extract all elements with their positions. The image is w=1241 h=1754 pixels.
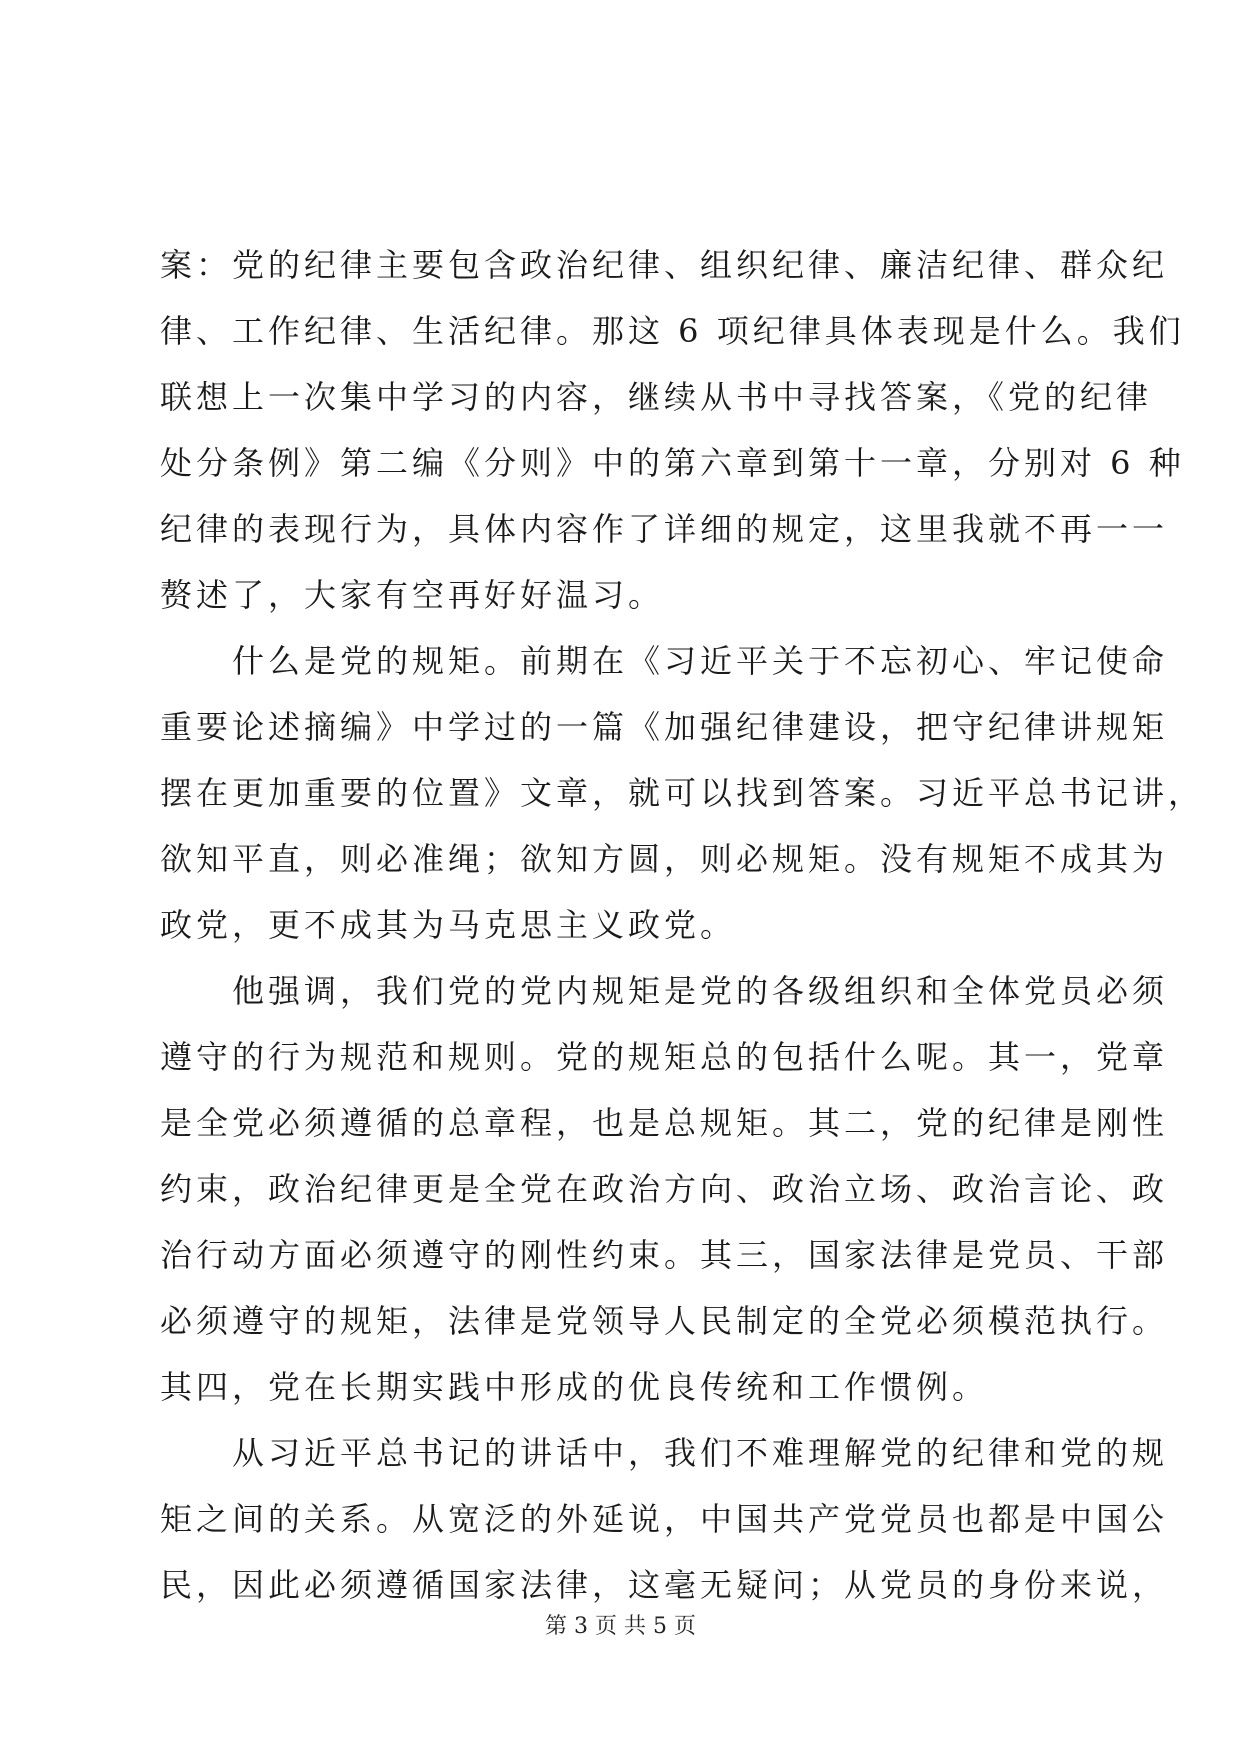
text-line: 政党，更不成其为马克思主义政党。: [160, 906, 737, 944]
text-line: 处分条例》第二编《分则》中的第六章到第十一章，分别对 6 种: [160, 444, 1185, 482]
paragraph-first-line: 他强调，我们党的党内规矩是党的各级组织和全体党员必须: [232, 972, 1169, 1010]
document-body: [160, 232, 1205, 1618]
page-footer: [0, 1612, 1241, 1642]
text-line: 纪律的表现行为，具体内容作了详细的规定，这里我就不再一一: [160, 510, 1169, 548]
text-line: 联想上一次集中学习的内容，继续从书中寻找答案，《党的纪律: [160, 378, 1153, 416]
text-line: 民，因此必须遵循国家法律，这毫无疑问；从党员的身份来说，: [160, 1566, 1169, 1604]
text-line: 遵守的行为规范和规则。党的规矩总的包括什么呢。其一，党章: [160, 1038, 1169, 1076]
page-number: 第 3 页 共 5 页: [545, 1614, 696, 1639]
text-line: 案：党的纪律主要包含政治纪律、组织纪律、廉洁纪律、群众纪: [160, 246, 1169, 284]
text-line: 重要论述摘编》中学过的一篇《加强纪律建设，把守纪律讲规矩: [160, 708, 1169, 746]
paragraph-first-line: 什么是党的规矩。前期在《习近平关于不忘初心、牢记使命: [232, 642, 1169, 680]
paragraph-first-line: 从习近平总书记的讲话中，我们不难理解党的纪律和党的规: [232, 1434, 1169, 1472]
text-line: 摆在更加重要的位置》文章，就可以找到答案。习近平总书记讲，: [160, 774, 1205, 812]
text-line: 约束，政治纪律更是全党在政治方向、政治立场、政治言论、政: [160, 1170, 1169, 1208]
text-line: 赘述了，大家有空再好好温习。: [160, 576, 665, 614]
text-line: 治行动方面必须遵守的刚性约束。其三，国家法律是党员、干部: [160, 1236, 1169, 1274]
text-line: 必须遵守的规矩，法律是党领导人民制定的全党必须模范执行。: [160, 1302, 1169, 1340]
text-line: 律、工作纪律、生活纪律。那这 6 项纪律具体表现是什么。我们: [160, 312, 1185, 350]
text-line: 是全党必须遵循的总章程，也是总规矩。其二，党的纪律是刚性: [160, 1104, 1169, 1142]
text-line: 其四，党在长期实践中形成的优良传统和工作惯例。: [160, 1368, 989, 1406]
text-line: 矩之间的关系。从宽泛的外延说，中国共产党党员也都是中国公: [160, 1500, 1169, 1538]
text-line: 欲知平直，则必准绳；欲知方圆，则必规矩。没有规矩不成其为: [160, 840, 1169, 878]
